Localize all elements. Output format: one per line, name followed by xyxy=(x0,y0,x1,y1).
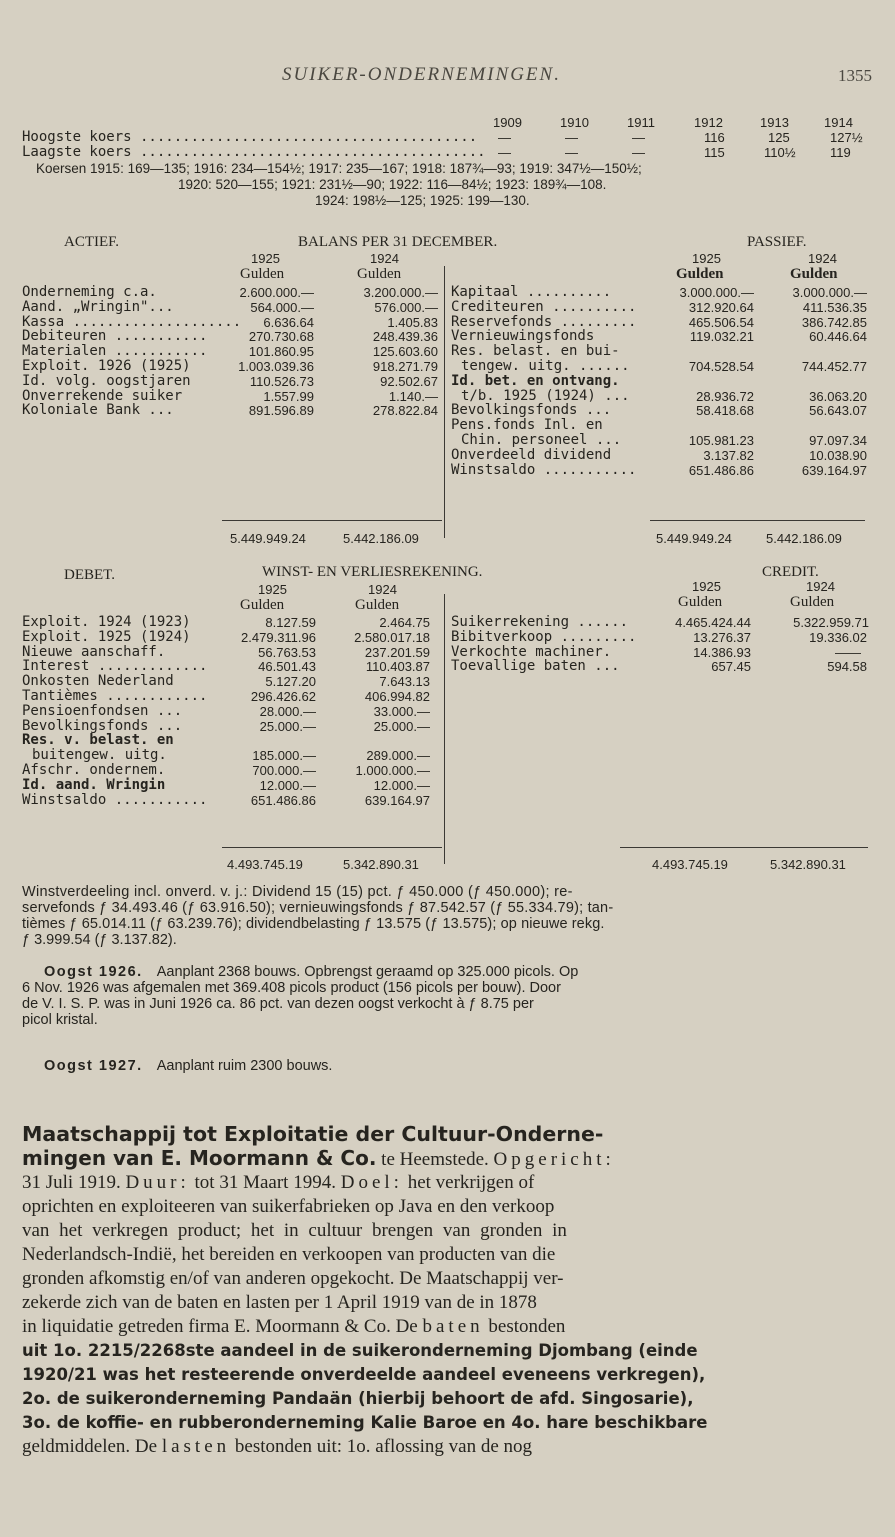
row-value-1925: 651.486.86 xyxy=(250,792,316,808)
total-value: 4.493.745.19 xyxy=(652,857,728,872)
row-label: Exploit. 1926 (1925) xyxy=(22,357,191,374)
winstverdeeling-line: Winstverdeeling incl. onverd. v. j.: Dividend 15 (15) pct. ƒ 450.000 (ƒ 450.000); re- xyxy=(22,884,573,900)
koers-cell: — xyxy=(565,130,578,145)
row-value-1925: 119.032.21 xyxy=(689,329,754,345)
col-unit: Gulden xyxy=(357,266,402,282)
row-value-1924: 3.200.000.— xyxy=(363,285,438,300)
company-line: zekerde zich van de baten en lasten per 1 April 1919 van de in 1878 xyxy=(22,1292,537,1313)
row-value-1924: 1.000.000.— xyxy=(355,762,430,778)
company-line: 3o. de koffie- en rubberonderneming Kalie Baroe en 4o. hare beschikbare xyxy=(22,1413,708,1432)
total-rule xyxy=(620,847,868,848)
table-row xyxy=(22,630,442,645)
table-row xyxy=(451,389,871,404)
debet-table xyxy=(22,615,442,807)
row-label: Exploit. 1924 (1923) xyxy=(22,614,191,630)
balans-divider xyxy=(444,266,445,538)
table-row xyxy=(22,674,442,689)
running-title: SUIKER-ONDERNEMINGEN. xyxy=(282,64,561,85)
passief-table xyxy=(451,285,871,477)
koers-cell: — xyxy=(632,130,645,145)
oogst-1926-label: Oogst 1926. xyxy=(44,964,143,980)
company-line: mingen van E. Moormann & Co. te Heemstede. Opgericht: xyxy=(22,1146,615,1170)
koers-cell: 127½ xyxy=(830,130,863,145)
row-value-1924: 36.063.20 xyxy=(809,388,867,404)
oogst-1926-line: 6 Nov. 1926 was afgemalen met 369.408 picols product (156 picols per bouw). Door xyxy=(22,980,561,996)
row-label: t/b. 1925 (1924) ... xyxy=(461,387,630,404)
col-unit: Gulden xyxy=(355,597,400,613)
row-label: Bevolkingsfonds ... xyxy=(451,402,612,419)
credit-title: CREDIT. xyxy=(762,564,819,580)
row-label: Winstsaldo ........... xyxy=(22,791,208,808)
row-value-1924: 289.000.— xyxy=(366,748,430,764)
table-row xyxy=(22,704,442,719)
koers-cell: 110½ xyxy=(764,145,796,160)
row-value-1925: 110.526.73 xyxy=(249,373,314,389)
company-name-line: Maatschappij tot Exploitatie der Cultuur-Onderne- xyxy=(22,1122,604,1146)
balans-title: BALANS PER 31 DECEMBER. xyxy=(298,234,498,250)
row-label: Vernieuwingsfonds xyxy=(451,328,595,345)
row-value-1925: 296.426.62 xyxy=(250,688,316,704)
row-value-1925: 58.418.68 xyxy=(696,403,754,419)
col-year: 1924 xyxy=(808,251,837,266)
row-label: Crediteuren .......... xyxy=(451,298,637,315)
total-value: 5.449.949.24 xyxy=(230,531,306,546)
row-label: Koloniale Bank ... xyxy=(22,402,174,419)
total-rule xyxy=(222,847,442,848)
row-value-1924: 7.643.13 xyxy=(379,674,430,690)
row-value-1924: 2.580.017.18 xyxy=(354,629,430,645)
row-value-1925: 704.528.54 xyxy=(688,358,754,374)
total-value: 5.449.949.24 xyxy=(656,531,732,546)
col-year: 1925 xyxy=(692,579,721,594)
row-value-1924: 1.405.83 xyxy=(387,314,438,330)
col-year: 1925 xyxy=(258,582,287,597)
row-value-1924: 237.201.59 xyxy=(364,644,430,660)
table-row xyxy=(22,403,442,418)
row-value-1925: 651.486.86 xyxy=(688,462,754,478)
table-row xyxy=(22,389,442,404)
table-row xyxy=(451,630,871,645)
col-year: 1925 xyxy=(251,251,280,266)
row-value-1924: 12.000.— xyxy=(373,777,430,793)
table-row xyxy=(22,748,442,763)
table-row xyxy=(22,659,442,674)
koers-year: 1914 xyxy=(824,115,853,130)
row-value-1925: 2.600.000.— xyxy=(239,285,314,300)
table-row xyxy=(22,329,442,344)
company-line: geldmiddelen. De lasten bestonden uit: 1o. aflossing van de nog xyxy=(22,1436,533,1457)
row-value-1925: 657.45 xyxy=(711,659,751,675)
opgericht-label: Opgericht: xyxy=(493,1149,615,1170)
winstverdeeling-line: ƒ 3.999.54 (ƒ 3.137.82). xyxy=(22,932,177,948)
laagste-koers-label: Laagste koers ......................................... xyxy=(22,144,486,160)
koers-cell: — xyxy=(498,145,511,160)
table-row xyxy=(451,285,871,300)
row-label: Res. belast. en bui- xyxy=(451,343,620,360)
total-value: 5.342.890.31 xyxy=(343,857,419,872)
row-label: Tantièmes ............ xyxy=(22,687,208,704)
row-value-1924: 744.452.77 xyxy=(801,358,867,374)
actief-table xyxy=(22,285,442,418)
company-line: gronden afkomstig en/of van anderen opgekocht. De Maatschappij ver- xyxy=(22,1268,564,1289)
row-value-1925: 465.506.54 xyxy=(688,314,754,330)
duur-label: Duur: xyxy=(125,1172,190,1193)
row-label: Aand. „Wringin"... xyxy=(22,298,174,315)
row-value-1925: 46.501.43 xyxy=(258,659,316,675)
row-label: Chin. personeel ... xyxy=(461,431,622,448)
table-row xyxy=(22,778,442,793)
koers-year: 1910 xyxy=(560,115,589,130)
page-number: 1355 xyxy=(838,66,872,85)
row-value-1924: 10.038.90 xyxy=(809,447,867,463)
row-label: Kapitaal .......... xyxy=(451,284,612,300)
koers-year: 1913 xyxy=(760,115,789,130)
row-value-1924: 1.140.— xyxy=(388,388,438,404)
row-label: Materialen ........... xyxy=(22,343,208,360)
winst-title: WINST- EN VERLIESREKENING. xyxy=(262,564,483,580)
table-row xyxy=(451,329,871,344)
row-value-1925: 8.127.59 xyxy=(265,615,316,630)
koers-cell: — xyxy=(498,130,511,145)
row-value-1925: 12.000.— xyxy=(259,777,316,793)
company-line: in liquidatie getreden firma E. Moormann & Co. De baten bestonden xyxy=(22,1316,566,1337)
row-value-1924: 110.403.87 xyxy=(365,659,430,675)
row-value-1925: 700.000.— xyxy=(252,762,316,778)
row-label: Onderneming c.a. xyxy=(22,284,157,300)
row-label: Debiteuren ........... xyxy=(22,328,208,345)
col-unit: Gulden xyxy=(678,594,723,610)
row-value-1924: —— xyxy=(835,644,861,660)
table-row xyxy=(22,615,442,630)
table-row xyxy=(22,359,442,374)
row-value-1925: 3.137.82 xyxy=(703,447,754,463)
table-row xyxy=(451,645,871,660)
koersen-line: 1924: 198½—125; 1925: 199—130. xyxy=(315,193,530,208)
table-row xyxy=(451,615,871,630)
table-row xyxy=(22,300,442,315)
table-row xyxy=(451,659,871,674)
table-row xyxy=(22,344,442,359)
row-label: Reservefonds ......... xyxy=(451,313,637,330)
row-label: Kassa .................... xyxy=(22,313,242,330)
row-value-1924: 60.446.64 xyxy=(809,329,867,345)
row-label: Id. bet. en ontvang. xyxy=(451,372,620,389)
table-row xyxy=(451,300,871,315)
koers-cell: 116 xyxy=(704,130,725,145)
row-value-1925: 185.000.— xyxy=(252,748,316,764)
oogst-1927: Oogst 1927. Aanplant ruim 2300 bouws. xyxy=(44,1058,333,1074)
winst-divider xyxy=(444,594,445,864)
company-line: uit 1o. 2215/2268ste aandeel in de suikeronderneming Djombang (einde xyxy=(22,1341,698,1360)
koersen-line: 1920: 520—155; 1921: 231½—90; 1922: 116—84½; 1923: 189¾—108. xyxy=(178,177,607,192)
row-label: Pens.fonds Inl. en xyxy=(451,417,603,434)
row-value-1924: 386.742.85 xyxy=(801,314,867,330)
row-label: Onkosten Nederland xyxy=(22,673,174,690)
koers-cell: — xyxy=(632,145,645,160)
row-label: Suikerrekening ...... xyxy=(451,614,629,630)
company-line: van het verkregen product; het in cultuur brengen van gronden in xyxy=(22,1220,567,1241)
total-value: 5.442.186.09 xyxy=(766,531,842,546)
row-value-1925: 5.127.20 xyxy=(265,674,316,690)
table-row xyxy=(22,315,442,330)
debet-title: DEBET. xyxy=(64,567,115,583)
winstverdeeling-line: servefonds ƒ 34.493.46 (ƒ 63.916.50); vernieuwingsfonds ƒ 87.542.57 (ƒ 55.334.79); tan- xyxy=(22,900,614,916)
row-value-1924: 639.164.97 xyxy=(801,462,867,478)
row-label: Pensioenfondsen ... xyxy=(22,702,183,719)
table-row xyxy=(451,315,871,330)
actief-title: ACTIEF. xyxy=(64,234,120,250)
table-row xyxy=(451,433,871,448)
row-value-1924: 97.097.34 xyxy=(809,432,867,448)
row-value-1924: 33.000.— xyxy=(373,703,430,719)
row-value-1924: 19.336.02 xyxy=(809,629,867,645)
company-line: oprichten en exploiteeren van suikerfabrieken op Java en den verkoop xyxy=(22,1196,555,1217)
table-row xyxy=(451,448,871,463)
koers-cell: — xyxy=(565,145,578,160)
table-row xyxy=(451,359,871,374)
row-value-1924: 918.271.79 xyxy=(372,358,438,374)
koers-cell: 119 xyxy=(830,145,851,160)
row-value-1925: 564.000.— xyxy=(250,299,314,315)
table-row xyxy=(22,645,442,660)
col-unit: Gulden xyxy=(790,266,838,282)
row-value-1925: 1.003.039.36 xyxy=(238,358,314,374)
company-name: mingen van E. Moormann & Co. xyxy=(22,1146,377,1170)
table-row xyxy=(451,403,871,418)
row-value-1924: 248.439.36 xyxy=(372,329,438,345)
passief-title: PASSIEF. xyxy=(747,234,807,250)
koersen-line: Koersen 1915: 169—135; 1916: 234—154½; 1917: 235—167; 1918: 187¾—93; 1919: 347½—150½; xyxy=(36,161,642,176)
row-value-1924: 2.464.75 xyxy=(379,615,430,630)
table-row xyxy=(22,374,442,389)
row-value-1925: 3.000.000.— xyxy=(679,285,754,300)
row-value-1924: 278.822.84 xyxy=(372,403,438,419)
col-unit: Gulden xyxy=(240,266,285,282)
row-label: Onverrekende suiker xyxy=(22,387,183,404)
koers-cell: 125 xyxy=(768,130,790,145)
company-line: 1920/21 was het resteerende onverdeelde aandeel eveneens verkregen), xyxy=(22,1365,706,1384)
company-line: 31 Juli 1919. Duur: tot 31 Maart 1994. Doel: het verkrijgen of xyxy=(22,1172,535,1193)
row-label: tengew. uitg. ...... xyxy=(461,357,630,374)
total-value: 5.342.890.31 xyxy=(770,857,846,872)
col-unit: Gulden xyxy=(240,597,285,613)
col-year: 1924 xyxy=(806,579,835,594)
row-label: Id. aand. Wringin xyxy=(22,776,166,793)
oogst-1926-line: picol kristal. xyxy=(22,1012,98,1028)
row-value-1924: 411.536.35 xyxy=(802,299,867,315)
koers-cell: 115 xyxy=(704,145,725,160)
table-row xyxy=(451,463,871,478)
row-label: Id. volg. oogstjaren xyxy=(22,372,191,389)
col-unit: Gulden xyxy=(676,266,724,282)
row-label: Onverdeeld dividend xyxy=(451,446,612,463)
row-label: Nieuwe aanschaff. xyxy=(22,643,166,660)
company-line: 2o. de suikeronderneming Pandaän (hierbij behoort de afd. Singosarie), xyxy=(22,1389,694,1408)
table-row xyxy=(22,719,442,734)
lasten-label: lasten xyxy=(161,1436,231,1457)
total-value: 4.493.745.19 xyxy=(227,857,303,872)
winstverdeeling-line: tièmes ƒ 65.014.11 (ƒ 63.239.76); dividendbelasting ƒ 13.575 (ƒ 13.575); op nieuwe rekg. xyxy=(22,916,605,932)
row-value-1925: 56.763.53 xyxy=(258,644,316,660)
row-value-1925: 28.000.— xyxy=(259,703,316,719)
row-value-1925: 6.636.64 xyxy=(263,314,314,330)
row-value-1925: 13.276.37 xyxy=(693,629,751,645)
row-value-1925: 891.596.89 xyxy=(248,403,314,419)
row-label: Winstsaldo ........... xyxy=(451,461,637,478)
row-label: Toevallige baten ... xyxy=(451,658,620,675)
col-unit: Gulden xyxy=(790,594,835,610)
koers-year: 1912 xyxy=(694,115,723,130)
row-label: Res. v. belast. en xyxy=(22,732,174,749)
row-value-1925: 105.981.23 xyxy=(688,432,754,448)
row-label: Bevolkingsfonds ... xyxy=(22,717,183,734)
table-row xyxy=(22,793,442,808)
row-value-1925: 2.479.311.96 xyxy=(241,629,316,645)
row-value-1924: 639.164.97 xyxy=(364,792,430,808)
row-value-1925: 312.920.64 xyxy=(688,299,754,315)
table-row xyxy=(451,374,871,389)
row-value-1925: 28.936.72 xyxy=(696,388,754,404)
row-value-1924: 594.58 xyxy=(827,659,867,675)
koers-year: 1911 xyxy=(627,115,655,130)
row-value-1925: 1.557.99 xyxy=(263,388,314,404)
hoogste-koers-label: Hoogste koers ........................................ xyxy=(22,129,478,145)
total-value: 5.442.186.09 xyxy=(343,531,419,546)
table-row xyxy=(451,344,871,359)
row-label: Bibitverkoop ......... xyxy=(451,628,637,645)
baten-label: baten xyxy=(422,1316,484,1337)
row-label: Interest ............. xyxy=(22,658,208,675)
total-rule xyxy=(650,520,865,521)
row-value-1925: 14.386.93 xyxy=(693,644,751,660)
row-value-1924: 3.000.000.— xyxy=(792,285,867,300)
col-year: 1925 xyxy=(692,251,721,266)
total-rule xyxy=(222,520,442,521)
table-row xyxy=(22,689,442,704)
company-line: Nederlandsch-Indië, het bereiden en verkoopen van producten van die xyxy=(22,1244,556,1265)
row-value-1924: 406.994.82 xyxy=(364,688,430,704)
row-value-1925: 270.730.68 xyxy=(248,329,314,345)
oogst-1926-line: Oogst 1926. Aanplant 2368 bouws. Opbrengst geraamd op 325.000 picols. Op xyxy=(44,964,579,980)
row-value-1925: 101.860.95 xyxy=(248,344,314,360)
row-value-1924: 576.000.— xyxy=(374,299,438,315)
row-value-1925: 25.000.— xyxy=(259,718,316,734)
credit-table xyxy=(451,615,871,674)
col-year: 1924 xyxy=(370,251,399,266)
row-value-1924: 56.643.07 xyxy=(809,403,867,419)
row-value-1924: 125.603.60 xyxy=(372,344,438,360)
table-row xyxy=(22,763,442,778)
row-label: Verkochte machiner. xyxy=(451,643,612,660)
table-row xyxy=(451,418,871,433)
row-value-1924: 25.000.— xyxy=(373,718,430,734)
table-row xyxy=(22,285,442,300)
table-row xyxy=(22,733,442,748)
col-year: 1924 xyxy=(368,582,397,597)
row-value-1925: 4.465.424.44 xyxy=(675,615,751,630)
oogst-1927-label: Oogst 1927. xyxy=(44,1058,143,1074)
doel-label: Doel: xyxy=(340,1172,403,1193)
row-label: Afschr. ondernem. xyxy=(22,761,166,778)
koers-year: 1909 xyxy=(493,115,522,130)
row-label: buitengew. uitg. xyxy=(32,747,167,764)
row-label: Exploit. 1925 (1924) xyxy=(22,628,191,645)
oogst-1926-line: de V. I. S. P. was in Juni 1926 ca. 86 pct. van dezen oogst verkocht à ƒ 8.75 per xyxy=(22,996,534,1012)
row-value-1924: 92.502.67 xyxy=(380,373,438,389)
row-value-1924: 5.322.959.71 xyxy=(793,615,869,630)
